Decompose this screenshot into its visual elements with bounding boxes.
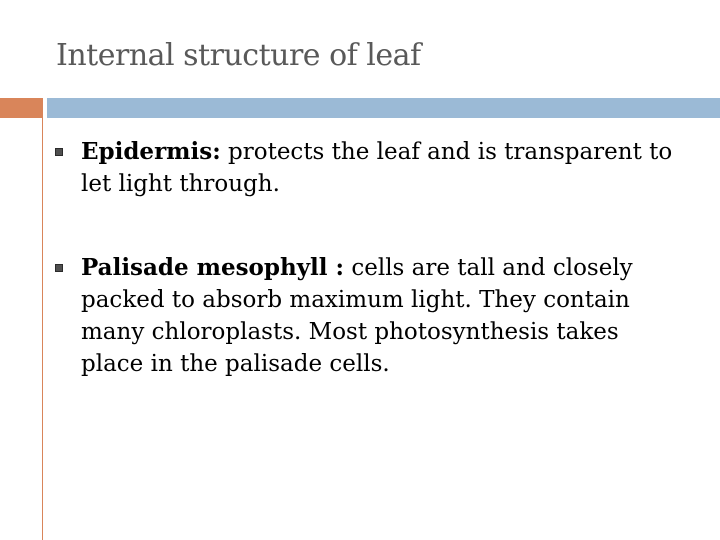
- square-bullet-icon: [55, 148, 63, 156]
- accent-bar-orange: [0, 98, 42, 118]
- bullet-term: Palisade mesophyll :: [81, 254, 345, 281]
- bullet-list: [55, 136, 675, 432]
- bullet-item-palisade-mesophyll: [55, 252, 675, 380]
- bullet-term: Epidermis:: [81, 138, 221, 165]
- bullet-text: cells are tall and closely packed to absorb maximum light. They contain many chloroplasts. Most photosynthesis takes place in the palisade cells.: [81, 255, 633, 377]
- bullet-item-epidermis: [55, 136, 675, 200]
- slide-title: Internal structure of leaf: [56, 38, 421, 73]
- bullet-text: protects the leaf and is transparent to let light through.: [81, 139, 673, 197]
- accent-vertical-rule: [42, 98, 43, 540]
- square-bullet-icon: [55, 264, 63, 272]
- accent-bar-blue: [47, 98, 720, 118]
